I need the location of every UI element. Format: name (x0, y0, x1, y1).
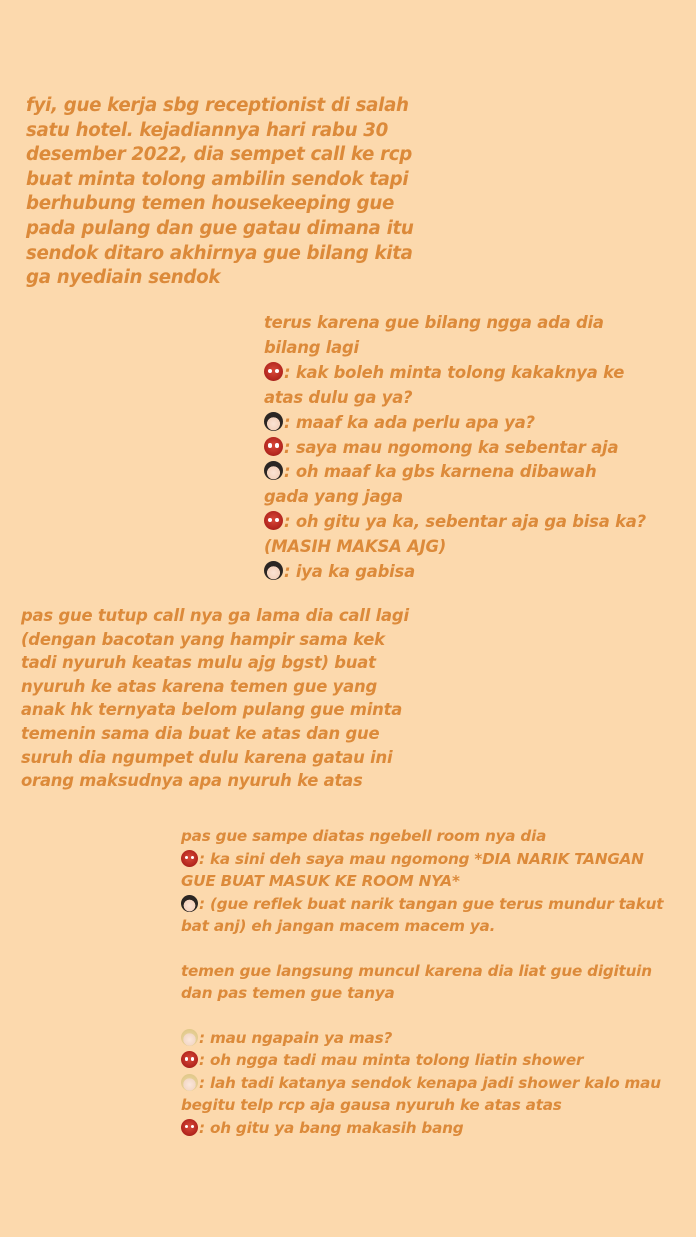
text-line: orang maksudnya apa nyuruh ke atas (21, 771, 363, 791)
spacer (181, 938, 663, 960)
woman-icon (264, 561, 283, 580)
dialogue-line: : iya ka gabisa (264, 560, 646, 585)
woman-icon (264, 412, 283, 431)
text-line: temenin sama dia buat ke atas dan gue (21, 723, 380, 743)
ogre-icon (181, 850, 198, 867)
first-call-dialogue (264, 311, 646, 585)
dialogue-line: : saya mau ngomong ka sebentar aja (264, 436, 646, 461)
text-line: desember 2022, dia sempet call ke rcp (26, 144, 412, 166)
text-line: dan pas temen gue tanya (181, 984, 395, 1002)
text-line: satu hotel. kejadiannya hari rabu 30 (26, 119, 388, 141)
text-line: terus karena gue bilang ngga ada dia (264, 313, 604, 332)
ogre-icon (264, 362, 283, 381)
text-line: pas gue tutup call nya ga lama dia call lagi (21, 606, 409, 625)
woman-icon (181, 895, 198, 912)
text-line: atas dulu ga ya? (264, 387, 413, 407)
ogre-icon (181, 1119, 198, 1136)
dialogue-line: : oh gitu ya ka, sebentar aja ga bisa ka? (264, 510, 646, 535)
woman-icon (264, 461, 283, 480)
man-icon (181, 1074, 198, 1091)
intro-paragraph (26, 94, 414, 291)
dialogue-line: : oh maaf ka gbs karnena dibawah (264, 460, 646, 485)
dialogue-line: : oh gitu ya bang makasih bang (181, 1117, 663, 1140)
text-line: suruh dia ngumpet dulu karena gatau ini (21, 747, 393, 767)
text-line: temen gue langsung muncul karena dia liat gue digituin (181, 961, 652, 980)
dialogue-line: : ka sini deh saya mau ngomong *DIA NARIK TANGAN (181, 848, 663, 871)
ogre-icon (264, 511, 283, 530)
text-line: sendok ditaro akhirnya gue bilang kita (26, 242, 413, 264)
text-line: pas gue sampe diatas ngebell room nya dia (181, 827, 547, 845)
dialogue-line: : maaf ka ada perlu apa ya? (264, 411, 646, 436)
upstairs-dialogue (181, 825, 663, 1139)
text-line: fyi, gue kerja sbg receptionist di salah (26, 95, 409, 116)
text-line: berhubung temen housekeeping gue (26, 193, 395, 215)
text-line: bilang lagi (264, 337, 359, 357)
text-line: (MASIH MAKSA AJG) (264, 537, 447, 557)
text-line: buat minta tolong ambilin sendok tapi (26, 168, 409, 190)
dialogue-line: : mau ngapain ya mas? (181, 1027, 663, 1050)
text-line: bat anj) eh jangan macem macem ya. (181, 917, 496, 935)
ogre-icon (264, 437, 283, 456)
text-line: ga nyediain sendok (26, 267, 221, 289)
dialogue-line: : kak boleh minta tolong kakaknya ke (264, 361, 646, 386)
spacer (181, 1005, 663, 1027)
text-line: nyuruh ke atas karena temen gue yang (21, 676, 377, 696)
man-icon (181, 1029, 198, 1046)
text-line: begitu telp rcp aja gausa nyuruh ke atas atas (181, 1096, 562, 1114)
text-line: gada yang jaga (264, 487, 403, 507)
second-call-paragraph (21, 604, 409, 793)
dialogue-line: : oh ngga tadi mau minta tolong liatin shower (181, 1049, 663, 1072)
text-line: pada pulang dan gue gatau dimana itu (26, 217, 414, 239)
text-line: tadi nyuruh keatas mulu ajg bgst) buat (21, 653, 376, 673)
text-line: (dengan bacotan yang hampir sama kek (21, 629, 385, 649)
dialogue-line: : (gue reflek buat narik tangan gue terus mundur takut (181, 893, 663, 916)
text-line: GUE BUAT MASUK KE ROOM NYA* (181, 872, 460, 890)
text-line: anak hk ternyata belom pulang gue minta (21, 700, 403, 720)
dialogue-line: : lah tadi katanya sendok kenapa jadi shower kalo mau (181, 1072, 663, 1095)
ogre-icon (181, 1051, 198, 1068)
